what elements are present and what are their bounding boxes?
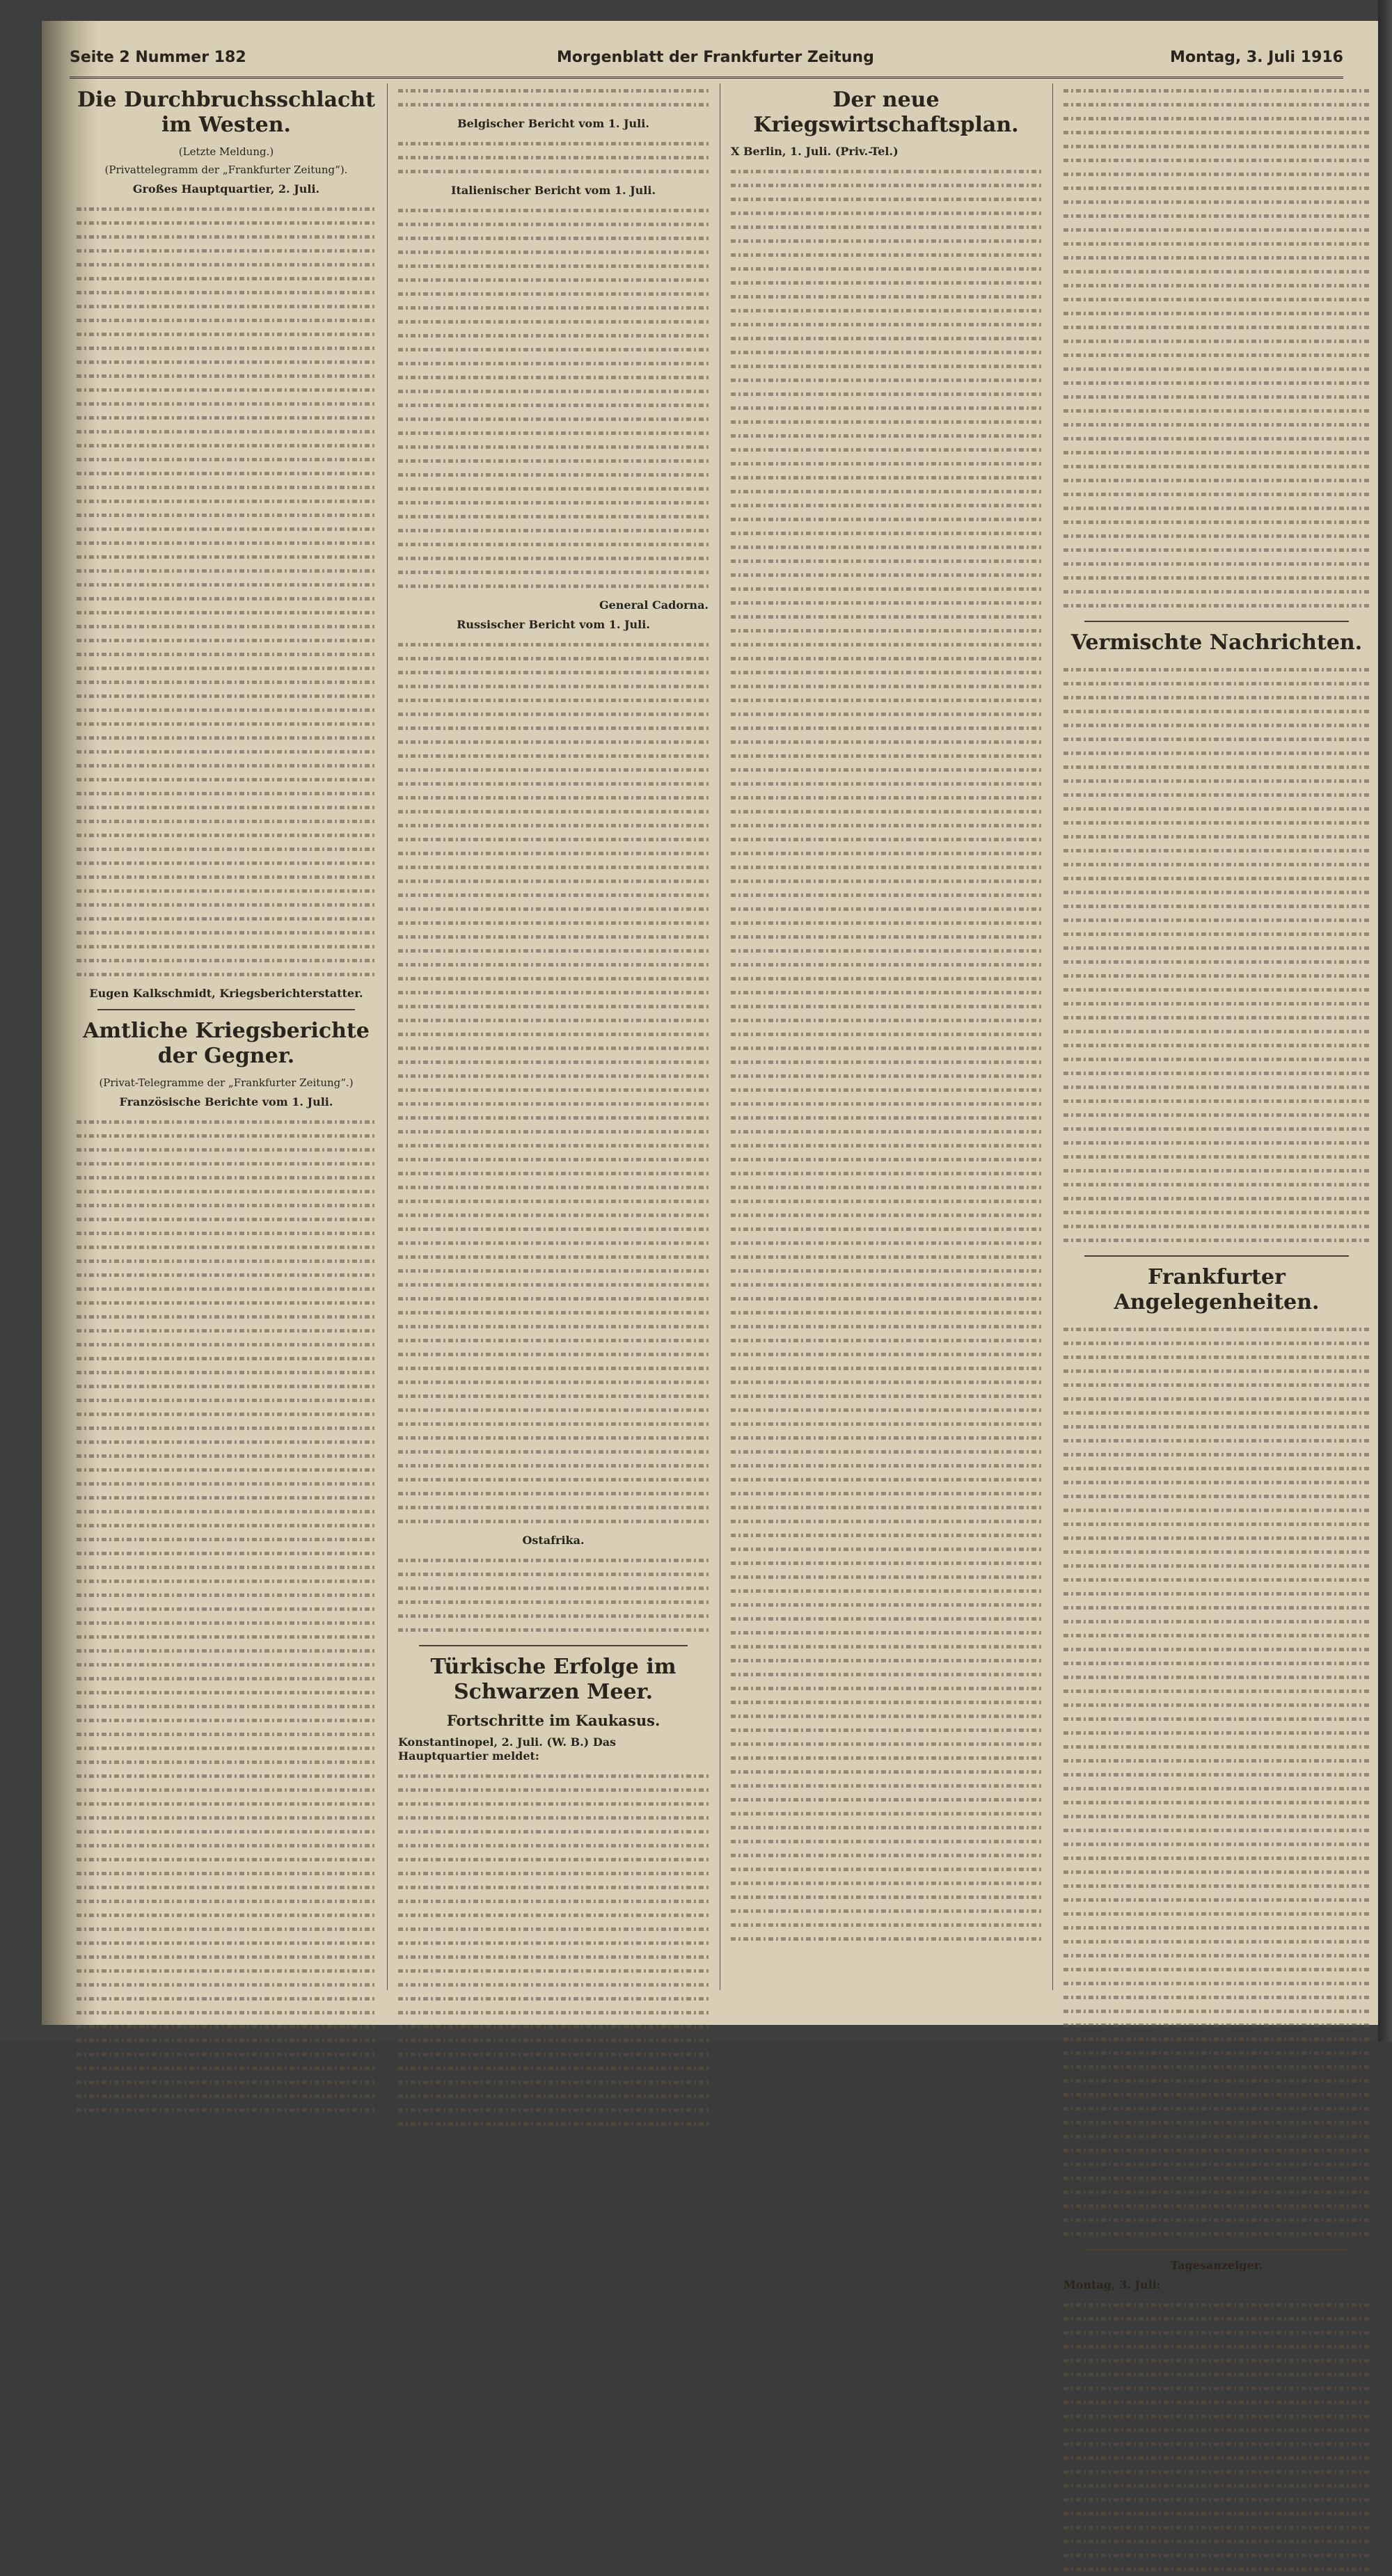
event-listing xyxy=(1063,2298,1370,2576)
article-body-text xyxy=(398,203,709,593)
article-body-text xyxy=(398,1769,709,2131)
listing-date: Montag, 3. Juli: xyxy=(1063,2278,1161,2291)
section-heading: Italienischer Bericht vom 1. Juli. xyxy=(450,184,656,197)
column-4 xyxy=(1063,84,1370,2291)
article-body-text xyxy=(1063,1322,1370,2241)
article-signature: Eugen Kalkschmidt, Kriegsberichterstatter. xyxy=(89,987,363,1000)
article-body-text xyxy=(398,136,709,178)
article-headline: Frankfurter Angelegenheiten. xyxy=(1114,1265,1320,1314)
page-masthead xyxy=(70,42,1343,79)
article-headline: Die Durchbruchsschlacht im Westen. xyxy=(77,88,375,137)
section-divider xyxy=(419,1645,688,1646)
article-body-text xyxy=(1063,84,1370,612)
article-dateline: X Berlin, 1. Juli. (Priv.-Tel.) xyxy=(731,145,899,158)
newspaper-title: Morgenblatt der Frankfurter Zeitung xyxy=(557,49,874,66)
column-3 xyxy=(731,84,1041,2004)
column-1 xyxy=(77,84,376,2004)
article-body-text xyxy=(398,1553,709,1637)
article-headline: Vermischte Nachrichten. xyxy=(1070,630,1363,655)
article-body-text xyxy=(1063,662,1370,1247)
column-2 xyxy=(398,84,709,2004)
section-heading: Belgischer Bericht vom 1. Juli. xyxy=(457,117,649,130)
article-dateline: Großes Hauptquartier, 2. Juli. xyxy=(132,182,320,196)
article-headline: Der neue Kriegswirtschaftsplan. xyxy=(753,88,1019,137)
section-heading: Ostafrika. xyxy=(522,1534,585,1547)
article-dateline: Konstantinopel, 2. Juli. (W. B.) Das Hauptquartier meldet: xyxy=(398,1735,617,1763)
page-number: Seite 2 Nummer 182 xyxy=(70,49,246,66)
column-divider xyxy=(387,84,388,1990)
article-subheadline: Fortschritte im Kaukasus. xyxy=(446,1712,661,1729)
article-signature: General Cadorna. xyxy=(599,598,709,612)
article-body-text xyxy=(398,637,709,1528)
article-byline: (Letzte Meldung.) xyxy=(178,145,274,158)
section-divider xyxy=(1084,1255,1349,1257)
article-body-text xyxy=(731,164,1041,1946)
article-source: (Privat-Telegramme der „Frankfurter Zeitung“.) xyxy=(99,1076,354,1089)
section-heading: Französische Berichte vom 1. Juli. xyxy=(119,1095,333,1108)
issue-date: Montag, 3. Juli 1916 xyxy=(1170,49,1343,66)
section-divider xyxy=(97,1009,355,1010)
section-heading: Russischer Bericht vom 1. Juli. xyxy=(457,618,650,631)
section-heading: Tagesanzeiger. xyxy=(1170,2259,1263,2272)
article-headline: Türkische Erfolge im Schwarzen Meer. xyxy=(430,1655,677,1704)
article-body-text xyxy=(398,84,709,111)
article-source: (Privattelegramm der „Frankfurter Zeitung“). xyxy=(104,164,348,176)
article-headline: Amtliche Kriegsberichte der Gegner. xyxy=(83,1019,370,1068)
section-divider xyxy=(1084,621,1349,622)
article-body-text xyxy=(77,202,376,981)
column-divider xyxy=(1052,84,1053,1990)
article-body-text xyxy=(77,1115,376,2117)
section-divider xyxy=(1084,2249,1349,2250)
book-spine-edge xyxy=(1378,0,1392,2042)
